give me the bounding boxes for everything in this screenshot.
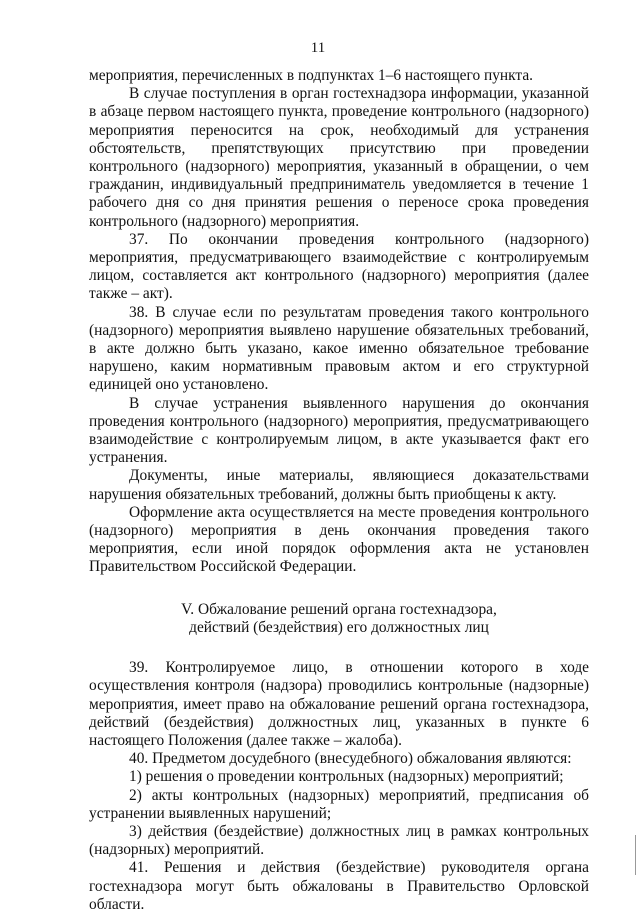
section-heading-line-1: V. Обжалование решений органа гостехнадзора, xyxy=(181,600,497,618)
paragraph-item-39: 39. Контролируемое лицо, в отношении которого в ходе осуществления контроля (надзора) проводились контрольные (надзорные) мероприятия, имеет право на обжалование решений органа гостехнадзора, действий (бездействия) должностных лиц, указанных в пункте 6 настоящего Положения (далее также – жалоба). xyxy=(89,659,589,749)
list-item-1: 1) решения о проведении контрольных (надзорных) мероприятий; xyxy=(129,768,564,786)
paragraph: В случае поступления в орган гостехнадзора информации, указанной в абзаце первом настоящего пункта, проведение контрольного (надзорного) мероприятия переносится на срок, необходимый для устранения обстоятельств, препятствующих присутствию при проведении контрольного (надзорного) мероприятия, указанный в обращении, о чем гражданин, индивидуальный предприниматель уведомляется в течение 1 рабочего дня со дня принятия решения о переносе срока проведения контрольного (надзорного) мероприятия. xyxy=(89,85,589,230)
paragraph-item-41: 41. Решения и действия (бездействие) руководителя органа гостехнадзора могут быть обжалованы в Правительство Орловской области. xyxy=(89,859,589,913)
paragraph: Документы, иные материалы, являющиеся доказательствами нарушения обязательных требований, должны быть приобщены к акту. xyxy=(89,467,589,503)
paragraph-item-40: 40. Предметом досудебного (внесудебного) обжалования являются: xyxy=(129,750,572,768)
list-item-3: 3) действия (бездействие) должностных лиц в рамках контрольных (надзорных) мероприятий. xyxy=(89,822,589,859)
paragraph: Оформление акта осуществляется на месте проведения контрольного (надзорного) мероприятия в день окончания проведения такого мероприятия, если иной порядок оформления акта не установлен Правительством Российской Федерации. xyxy=(89,503,589,576)
paragraph: В случае устранения выявленного нарушения до окончания проведения контрольного (надзорного) мероприятия, предусматривающего взаимодействие с контролируемым лицом, в акте указывается факт его устранения. xyxy=(89,394,589,467)
list-item-2: 2) акты контрольных (надзорных) мероприятий, предписания об устранении выявленных нарушений; xyxy=(89,786,589,822)
section-heading xyxy=(89,601,589,637)
paragraph-item-37: 37. По окончании проведения контрольного (надзорного) мероприятия, предусматривающего взаимодействие с контролируемым лицом, составляется акт контрольного (надзорного) мероприятия (далее также – акт). xyxy=(89,230,589,303)
paragraph-item-38: 38. В случае если по результатам проведения такого контрольного (надзорного) мероприятия выявлено нарушение обязательных требований, в акте должно быть указано, какое именно обязательное требование нарушено, каким нормативным правовым актом и его структурной единицей оно установлено. xyxy=(89,303,589,394)
page-number: 11 xyxy=(310,40,326,56)
section-heading-line-2: действий (бездействия) его должностных лиц xyxy=(189,618,489,636)
paragraph: мероприятия, перечисленных в подпунктах 1–6 настоящего пункта. xyxy=(89,67,534,84)
document-body xyxy=(89,67,589,914)
